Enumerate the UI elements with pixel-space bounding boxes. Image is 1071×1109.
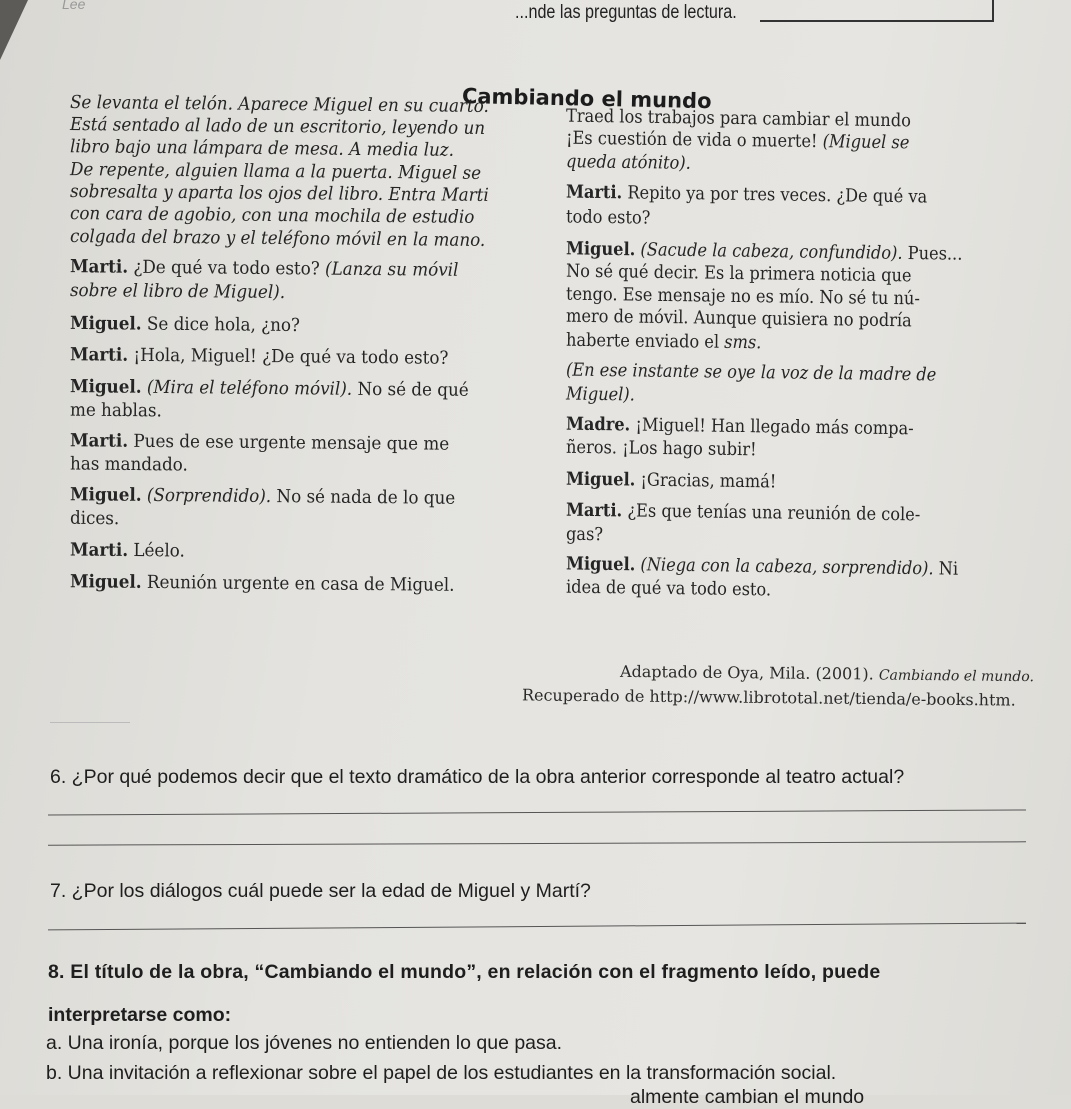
- answer-line-7[interactable]: [48, 923, 1026, 931]
- dialogue-text: ¿De qué va todo esto?: [128, 256, 326, 280]
- option-b[interactable]: b. Una invitación a reflexionar sobre el papel de los estudiantes en la transformación social.: [46, 1062, 837, 1084]
- citation-line-2: Recuperado de http://www.librototal.net/tienda/e-books.htm.: [521, 685, 1016, 710]
- stage-direction: (Sacude la cabeza, confundido).: [635, 239, 903, 264]
- stage-direction: libro bajo una lámpara de mesa. A media luz.: [69, 136, 455, 161]
- speaker-name: Marti.: [565, 181, 623, 204]
- citation-line-1: [620, 662, 1034, 685]
- dialogue-text: ñeros. ¡Los hago subir!: [565, 436, 757, 461]
- dialogue-line: [70, 159, 481, 184]
- dialogue-line: [566, 151, 691, 174]
- dialogue-text: ¡Gracias, mamá!: [635, 469, 777, 493]
- dialogue-text: has mandado.: [69, 453, 188, 476]
- dialogue-line: [566, 261, 912, 287]
- dialogue-line: [70, 203, 475, 228]
- dialogue-text: Pues de ese urgente mensaje que me: [128, 430, 450, 455]
- dialogue-line: [70, 181, 489, 206]
- dialogue-text: No sé nada de lo que: [271, 486, 456, 509]
- dialogue-text: Se dice hola, ¿no?: [141, 313, 301, 337]
- speaker-name: Marti.: [69, 344, 129, 366]
- speaker-name: Miguel.: [69, 376, 142, 398]
- dialogue-text: Léelo.: [128, 540, 185, 562]
- dialogue-text: todo esto?: [565, 206, 651, 229]
- stage-direction: (Niega con la cabeza, sorprendido).: [635, 554, 934, 580]
- dialogue-line: [566, 206, 651, 228]
- stage-direction: (Mira el teléfono móvil).: [141, 376, 353, 400]
- dialogue-line: [70, 256, 459, 281]
- speaker-name: Miguel.: [69, 312, 142, 335]
- speaker-name: Marti.: [69, 430, 129, 452]
- dialogue-line: [566, 306, 912, 332]
- dialogue-line: [70, 376, 469, 401]
- dialogue-line: [70, 136, 454, 161]
- dialogue-line: [566, 437, 757, 461]
- speaker-name: Madre.: [565, 413, 631, 436]
- dialogue-text: Reunión urgente en casa de Miguel.: [141, 571, 455, 596]
- stage-direction: (Lanza su móvil: [324, 258, 459, 281]
- dialogue-line: [566, 384, 635, 406]
- dialogue-line: [70, 453, 188, 475]
- dialogue-line: [70, 114, 485, 139]
- dialogue-line: [70, 539, 185, 561]
- stage-direction: (Sorprendido).: [141, 484, 272, 508]
- dialogue-text: No sé qué decir. Es la primera noticia que: [565, 260, 912, 287]
- corner-text: Lee: [62, 0, 86, 12]
- dialogue-line: [566, 577, 771, 601]
- answer-line-6b[interactable]: [48, 841, 1026, 845]
- page-corner-shadow: [0, 0, 28, 60]
- dialogue-line: [70, 484, 455, 509]
- dialogue-text: No sé de qué: [352, 378, 469, 401]
- option-c-partial[interactable]: almente cambian el mundo: [630, 1086, 865, 1108]
- dialogue-line: [70, 226, 485, 251]
- stage-direction: Se levanta el telón. Aparece Miguel en su cuarto.: [69, 92, 489, 117]
- dialogue-text: ¡Es cuestión de vida o muerte!: [565, 127, 823, 153]
- dialogue-text: ¿Es que tenías una reunión de cole-: [622, 500, 921, 526]
- question-7: 7. ¿Por los diálogos cuál puede ser la edad de Miguel y Martí?: [50, 880, 591, 902]
- stage-direction: sobre el libro de Miguel).: [69, 279, 286, 304]
- stage-direction: con cara de agobio, con una mochila de estudio: [69, 203, 475, 228]
- dialogue-line: [70, 508, 119, 529]
- citation-source: Adaptado de Oya, Mila. (2001).: [619, 661, 879, 684]
- dialogue-text: haberte enviado el: [565, 329, 725, 353]
- dialogue-line: [566, 414, 914, 440]
- stage-direction: sms.: [724, 331, 762, 354]
- dialogue-line: [566, 359, 937, 385]
- speaker-name: Miguel.: [69, 571, 142, 593]
- dialogue-line: [70, 92, 489, 117]
- answer-box: [760, 0, 994, 22]
- dialogue-line: [566, 500, 921, 526]
- dialogue-text: tengo. Ese mensaje no es mío. No sé tu nú-: [565, 283, 921, 310]
- dialogue-line: [566, 469, 777, 493]
- dialogue-line: [70, 430, 449, 455]
- dialogue-line: [70, 571, 455, 596]
- dialogue-line: [70, 280, 285, 303]
- stage-direction: Miguel).: [565, 383, 635, 406]
- stage-direction: De repente, alguien llama a la puerta. Miguel se: [69, 159, 482, 184]
- stage-direction: Está sentado al lado de un escritorio, leyendo un: [69, 114, 486, 139]
- dialogue-text: mero de móvil. Aunque quisiera no podría: [565, 305, 912, 332]
- stage-direction: sobresalta y aparta los ojos del libro. Entra Marti: [69, 181, 489, 206]
- stage-direction: (Miguel se: [822, 131, 910, 154]
- answer-line-6a[interactable]: [48, 809, 1026, 815]
- dialogue-text: idea de qué va todo esto.: [565, 576, 772, 601]
- dialogue-line: [566, 553, 958, 579]
- option-a[interactable]: a. Una ironía, porque los jóvenes no entienden lo que pasa.: [46, 1032, 563, 1054]
- dialogue-line: [70, 344, 449, 369]
- dialogue-text: ¡Hola, Miguel! ¿De qué va todo esto?: [128, 344, 449, 369]
- dialogue-line: [70, 313, 300, 336]
- dialogue-text: gas?: [565, 523, 604, 546]
- dialogue-text: dices.: [69, 507, 120, 530]
- dialogue-text: Repito ya por tres veces. ¿De qué va: [622, 182, 928, 208]
- dialogue-text: Traed los trabajos para cambiar el mundo: [565, 105, 912, 132]
- dialogue-text: me hablas.: [69, 399, 162, 422]
- speaker-name: Miguel.: [565, 468, 636, 491]
- speaker-name: Marti.: [69, 256, 129, 278]
- dialogue-text: Pues...: [902, 242, 963, 265]
- dialogue-line: [70, 400, 162, 422]
- dialogue-text: ¡Miguel! Han llegado más compa-: [630, 414, 914, 440]
- dialogue-text: Ni: [933, 558, 959, 580]
- citation-title: Cambiando el mundo.: [878, 667, 1035, 686]
- faint-mark: [50, 722, 130, 723]
- dialogue-line: [566, 128, 910, 154]
- question-6: 6. ¿Por qué podemos decir que el texto dramático de la obra anterior corresponde al teatro actual?: [50, 766, 905, 788]
- speaker-name: Marti.: [565, 499, 623, 522]
- question-8: 8. El título de la obra, “Cambiando el mundo”, en relación con el fragmento leído, puede: [48, 961, 881, 983]
- speaker-name: Miguel.: [69, 484, 142, 506]
- dialogue-line: [566, 330, 762, 354]
- instruction-text: ...nde las preguntas de lectura.: [515, 2, 737, 23]
- speaker-name: Marti.: [69, 539, 129, 562]
- question-8-continued: interpretarse como:: [48, 1004, 232, 1026]
- page-title: Cambiando el mundo: [461, 84, 712, 114]
- stage-direction: (En ese instante se oye la voz de la madre de: [565, 359, 937, 386]
- speaker-name: Miguel.: [565, 553, 636, 576]
- stage-direction: queda atónito).: [565, 151, 691, 174]
- stage-direction: colgada del brazo y el teléfono móvil en la mano.: [69, 226, 486, 251]
- dialogue-line: [566, 182, 927, 208]
- dialogue-line: [566, 524, 603, 546]
- speaker-name: Miguel.: [565, 238, 636, 261]
